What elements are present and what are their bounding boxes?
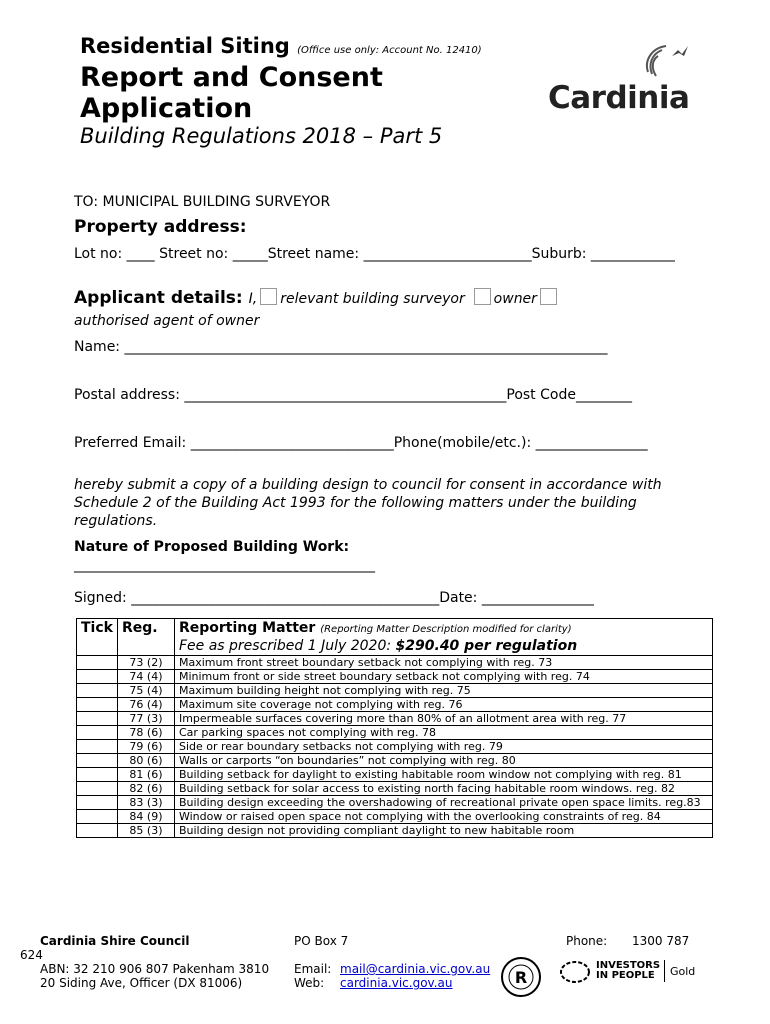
email-phone-field[interactable]: Preferred Email: _____________________________Phone(mobile/etc.): ________________: [74, 435, 648, 451]
matter-cell: Minimum front or side street boundary setback not complying with reg. 74: [174, 670, 712, 684]
reporting-matters-table: [76, 618, 713, 838]
nature-of-work-field[interactable]: ___________________________________________: [74, 557, 375, 573]
reg-cell: 81 (6): [117, 768, 174, 782]
fee-amount: $290.40 per regulation: [395, 638, 578, 654]
tick-cell[interactable]: [77, 782, 118, 796]
reg-cell: 77 (3): [117, 712, 174, 726]
certification-seal: [500, 956, 542, 998]
iip-line2: IN PEOPLE: [596, 970, 655, 981]
reg-cell: 85 (3): [117, 824, 174, 838]
footer-email-label: Email:: [294, 962, 332, 976]
iip-level: Gold: [670, 965, 696, 978]
tick-cell[interactable]: [77, 810, 118, 824]
tick-cell[interactable]: [77, 684, 118, 698]
reg-cell: 80 (6): [117, 754, 174, 768]
table-header-row: [77, 619, 713, 656]
footer-abn: ABN: 32 210 906 807 Pakenham 3810: [40, 962, 270, 976]
option-owner: owner: [493, 291, 537, 307]
table-row: [77, 712, 713, 726]
tick-cell[interactable]: [77, 670, 118, 684]
iip-text: [596, 961, 660, 981]
matter-cell: Side or rear boundary setbacks not complying with reg. 79: [174, 740, 712, 754]
footer-address: 20 Siding Ave, Officer (DX 81006): [40, 976, 243, 990]
matter-cell: Building design not providing compliant daylight to new habitable room: [174, 824, 712, 838]
tick-cell[interactable]: [77, 796, 118, 810]
matter-cell: Building setback for solar access to existing north facing habitable room windows. reg. 82: [174, 782, 712, 796]
fee-prefix: Fee as prescribed 1 July 2020:: [178, 638, 396, 654]
table-row: [77, 684, 713, 698]
tick-cell[interactable]: [77, 656, 118, 670]
col-tick: Tick: [77, 619, 118, 656]
footer-phone-label: Phone:: [566, 934, 608, 948]
table-row: [77, 754, 713, 768]
checkbox-relevant-building-surveyor[interactable]: [260, 288, 277, 305]
logo-text: Cardinia: [548, 80, 690, 116]
tick-cell[interactable]: [77, 754, 118, 768]
col-reg: Reg.: [117, 619, 174, 656]
tick-cell[interactable]: [77, 768, 118, 782]
form-type: Residential Siting: [80, 34, 290, 58]
office-use-note: (Office use only: Account No. 12410): [297, 45, 482, 56]
table-row: [77, 656, 713, 670]
matter-cell: Maximum front street boundary setback not complying with reg. 73: [174, 656, 712, 670]
table-row: [77, 796, 713, 810]
tick-cell[interactable]: [77, 726, 118, 740]
matter-cell: Maximum building height not complying with reg. 75: [174, 684, 712, 698]
email-link[interactable]: mail@cardinia.vic.gov.au: [340, 962, 491, 976]
fee-line: [179, 638, 577, 654]
footer-council: Cardinia Shire Council: [40, 934, 190, 948]
table-row: [77, 768, 713, 782]
matter-cell: Walls or carports “on boundaries” not complying with reg. 80: [174, 754, 712, 768]
property-address-line[interactable]: Lot no: ____ Street no: _____Street name: ________________________Suburb: ____________: [74, 246, 675, 262]
iip-laurel-icon: [558, 960, 592, 984]
seal-letter: R: [514, 968, 528, 987]
matter-cell: Maximum site coverage not complying with reg. 76: [174, 698, 712, 712]
table-row: [77, 740, 713, 754]
checkbox-owner[interactable]: [474, 288, 491, 305]
reg-cell: 79 (6): [117, 740, 174, 754]
table-row: [77, 824, 713, 838]
reg-cell: 74 (4): [117, 670, 174, 684]
matter-cell: Building design exceeding the overshadowing of recreational private open space limits. reg.83: [174, 796, 712, 810]
reg-cell: 75 (4): [117, 684, 174, 698]
iip-line1: INVESTORS: [596, 960, 661, 971]
tick-cell[interactable]: [77, 712, 118, 726]
nature-of-work-heading: Nature of Proposed Building Work:: [74, 539, 350, 555]
table-row: [77, 698, 713, 712]
tick-cell[interactable]: [77, 740, 118, 754]
matter-cell: Car parking spaces not complying with reg. 78: [174, 726, 712, 740]
footer-pobox: PO Box 7: [294, 934, 349, 948]
footer-email-link[interactable]: [340, 962, 490, 976]
reg-cell: 83 (3): [117, 796, 174, 810]
matter-cell: Impermeable surfaces covering more than 80% of an allotment area with reg. 77: [174, 712, 712, 726]
postal-address-field[interactable]: Postal address: ______________________________________________Post Code________: [74, 387, 632, 403]
matter-cell: Window or raised open space not complying with the overlooking constraints of reg. 84: [174, 810, 712, 824]
reporting-matter-note: (Reporting Matter Description modified for clarity): [320, 624, 572, 635]
applicant-details-heading: Applicant details:: [74, 288, 243, 308]
property-address-heading: Property address:: [74, 217, 247, 237]
footer-web-link[interactable]: [340, 976, 452, 990]
footer-phone-cont: 624: [20, 948, 43, 962]
checkbox-authorised-agent[interactable]: [540, 288, 557, 305]
page-title: Report and Consent Application: [80, 62, 383, 124]
cardinia-logo: [548, 42, 698, 122]
reg-cell: 82 (6): [117, 782, 174, 796]
option-relevant-building-surveyor: relevant building surveyor: [280, 291, 465, 307]
matter-cell: Building setback for daylight to existing habitable room window not complying with reg. 81: [174, 768, 712, 782]
submission-statement: hereby submit a copy of a building design to council for consent in accordance with Schedule 2 of the Building Act 1993 for the following matters under the building regulations.: [74, 477, 662, 529]
web-link[interactable]: cardinia.vic.gov.au: [340, 976, 453, 990]
reg-cell: 73 (2): [117, 656, 174, 670]
page-subtitle: Building Regulations 2018 – Part 5: [80, 124, 443, 148]
footer-web-label: Web:: [294, 976, 325, 990]
applicant-details-row: [74, 288, 560, 308]
option-authorised-agent: authorised agent of owner: [74, 313, 260, 329]
footer-phone: 1300 787: [632, 934, 690, 948]
name-field[interactable]: Name: _____________________________________________________________________: [74, 339, 608, 355]
signed-date-field[interactable]: Signed: ____________________________________________Date: ________________: [74, 590, 594, 606]
table-row: [77, 782, 713, 796]
form-title-line: [80, 34, 482, 58]
table-row: [77, 810, 713, 824]
reg-cell: 76 (4): [117, 698, 174, 712]
reporting-matter-label: Reporting Matter: [178, 620, 316, 636]
applicant-i: I,: [248, 291, 258, 307]
reg-cell: 84 (9): [117, 810, 174, 824]
table-row: [77, 726, 713, 740]
tick-cell[interactable]: [77, 698, 118, 712]
reg-cell: 78 (6): [117, 726, 174, 740]
col-reporting-matter: [174, 619, 712, 656]
addressee: TO: MUNICIPAL BUILDING SURVEYOR: [74, 194, 331, 210]
investors-in-people-badge: [558, 960, 708, 984]
seal-icon: [500, 956, 542, 998]
tick-cell[interactable]: [77, 824, 118, 838]
table-row: [77, 670, 713, 684]
